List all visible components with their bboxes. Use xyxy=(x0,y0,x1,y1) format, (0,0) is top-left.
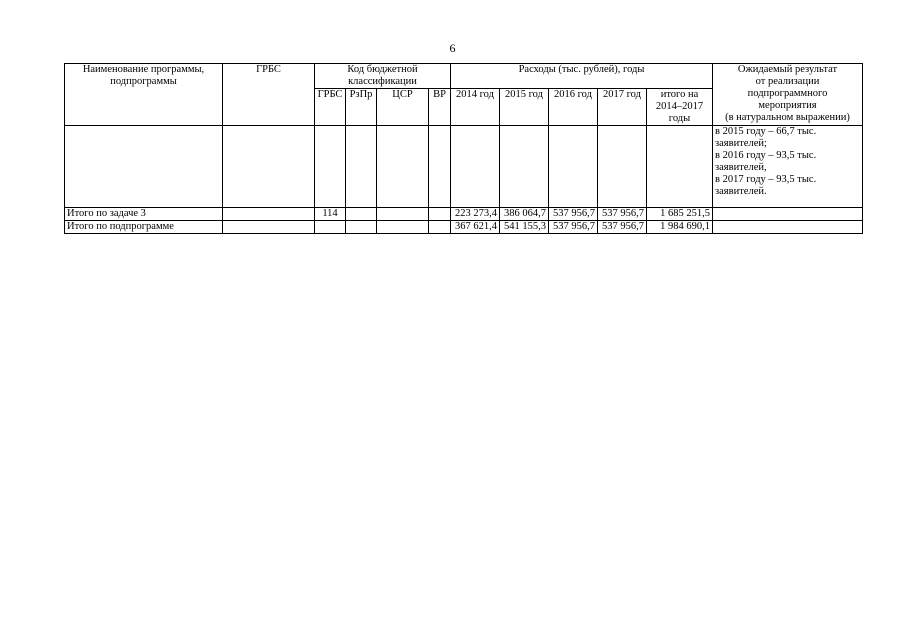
header-result-line3: подпрограммного xyxy=(747,88,828,99)
cell-2017 xyxy=(598,126,647,208)
subheader-grbs: ГРБС xyxy=(315,89,346,126)
cell-total: 1 685 251,5 xyxy=(647,208,713,221)
subheader-2016: 2016 год xyxy=(549,89,598,126)
cell-rzpr xyxy=(346,208,377,221)
cell-grbs xyxy=(223,126,315,208)
cell-csr xyxy=(377,208,429,221)
cell-rzpr xyxy=(346,221,377,234)
header-expenses: Расходы (тыс. рублей), годы xyxy=(451,64,713,89)
cell-name: Итого по подпрограмме xyxy=(65,221,223,234)
result-line: в 2017 году – 93,5 тыс. xyxy=(715,174,817,185)
cell-csr xyxy=(377,126,429,208)
header-result-line1: Ожидаемый результат xyxy=(737,64,838,75)
header-expected-result xyxy=(713,64,863,126)
cell-2014 xyxy=(451,126,500,208)
cell-code-grbs xyxy=(315,126,346,208)
cell-name: Итого по задаче 3 xyxy=(65,208,223,221)
cell-code-grbs: 114 xyxy=(315,208,346,221)
cell-total: 1 984 690,1 xyxy=(647,221,713,234)
cell-name xyxy=(65,126,223,208)
subheader-total-line3: годы xyxy=(668,113,691,124)
page-number: 6 xyxy=(449,41,456,55)
cell-vr xyxy=(429,126,451,208)
table-row-subprogram-total xyxy=(65,221,863,234)
result-line: заявителей. xyxy=(715,186,767,197)
cell-2017: 537 956,7 xyxy=(598,208,647,221)
cell-2015: 541 155,3 xyxy=(500,221,549,234)
subheader-vr: ВР xyxy=(429,89,451,126)
subheader-total-line2: 2014–2017 xyxy=(655,101,704,112)
cell-grbs xyxy=(223,221,315,234)
result-line: в 2015 году – 66,7 тыс. xyxy=(715,126,817,137)
header-row-1 xyxy=(65,64,863,89)
header-result-line2: от реализации xyxy=(755,76,820,87)
cell-expected-result xyxy=(713,208,863,221)
subheader-total xyxy=(647,89,713,126)
subheader-2014: 2014 год xyxy=(451,89,500,126)
cell-total xyxy=(647,126,713,208)
cell-csr xyxy=(377,221,429,234)
cell-vr xyxy=(429,208,451,221)
cell-2016: 537 956,7 xyxy=(549,221,598,234)
table-row xyxy=(65,126,863,208)
result-line: заявителей; xyxy=(715,138,767,149)
header-name-line1: Наименование программы, xyxy=(82,64,205,75)
subheader-csr: ЦСР xyxy=(377,89,429,126)
cell-rzpr xyxy=(346,126,377,208)
header-result-line4: мероприятия xyxy=(758,100,817,111)
cell-expected-result xyxy=(713,221,863,234)
header-name xyxy=(65,64,223,126)
result-line: в 2016 году – 93,5 тыс. xyxy=(715,150,817,161)
cell-2014: 223 273,4 xyxy=(451,208,500,221)
table-row-task3-total xyxy=(65,208,863,221)
subheader-2017: 2017 год xyxy=(598,89,647,126)
subheader-total-line1: итого на xyxy=(660,89,699,100)
cell-expected-result xyxy=(713,126,863,208)
result-line: заявителей, xyxy=(715,162,767,173)
cell-code-grbs xyxy=(315,221,346,234)
cell-vr xyxy=(429,221,451,234)
cell-2014: 367 621,4 xyxy=(451,221,500,234)
header-grbs: ГРБС xyxy=(223,64,315,126)
header-code-line2: классификации xyxy=(348,76,417,87)
cell-2015: 386 064,7 xyxy=(500,208,549,221)
header-budget-code xyxy=(315,64,451,89)
cell-2016: 537 956,7 xyxy=(549,208,598,221)
subheader-2015: 2015 год xyxy=(500,89,549,126)
cell-grbs xyxy=(223,208,315,221)
subheader-rzpr: РзПр xyxy=(346,89,377,126)
header-result-line5: (в натуральном выражении) xyxy=(725,112,850,123)
header-name-line2: подпрограммы xyxy=(110,76,177,87)
cell-2017: 537 956,7 xyxy=(598,221,647,234)
header-code-line1: Код бюджетной xyxy=(347,64,418,75)
budget-table xyxy=(64,63,863,234)
cell-2016 xyxy=(549,126,598,208)
cell-2015 xyxy=(500,126,549,208)
